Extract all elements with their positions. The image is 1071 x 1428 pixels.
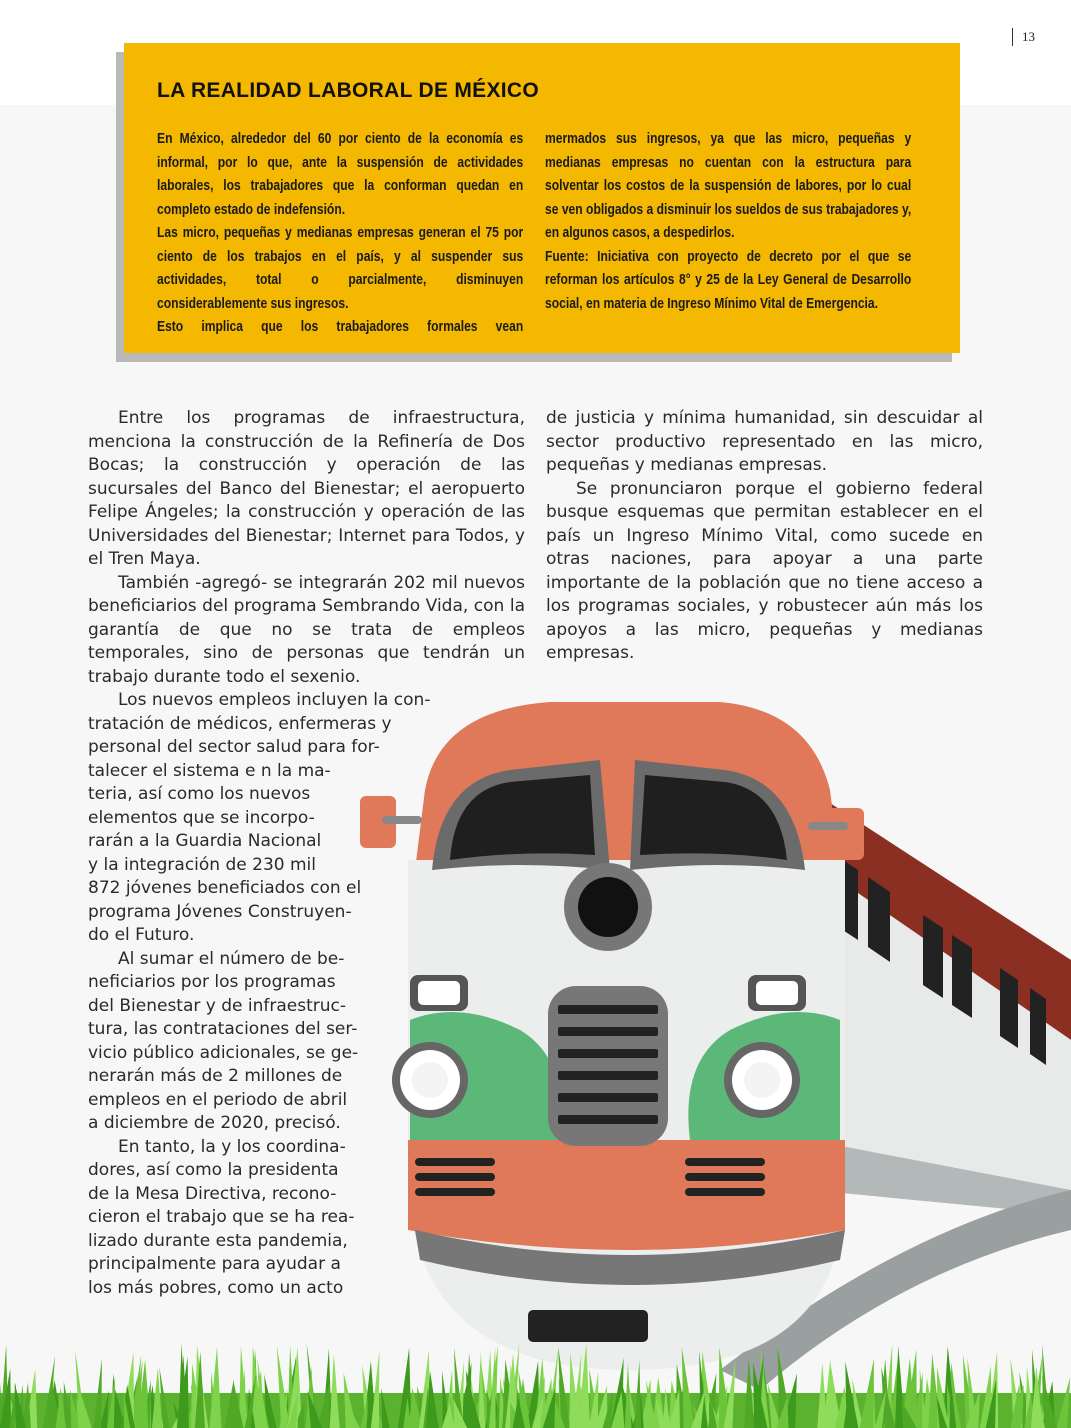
grass-blade	[744, 1357, 754, 1428]
article-line: los más pobres, como un acto	[88, 1277, 344, 1298]
article-line: a diciembre de 2020, precisó.	[88, 1113, 341, 1133]
sidebar-paragraph: Esto implica que los trabajadores formales vean	[157, 319, 524, 335]
article-line: talecer el sistema e n la ma-	[88, 760, 331, 781]
article-line: teria, así como los nuevos	[88, 784, 311, 804]
article-paragraph: de justicia y mínima humanidad, sin descuidar al sector productivo representado en las micro, pequeñas y medianas empresas.	[546, 408, 983, 475]
article-line: programa Jóvenes Construyen-	[88, 901, 352, 922]
article-line: vicio público adicionales, se ge-	[88, 1042, 359, 1063]
train-illustration	[340, 670, 1071, 1428]
train-top-headlight-lens	[578, 877, 638, 937]
article-line: neficiarios por los programas	[88, 972, 336, 992]
article-line: cieron el trabajo que se ha rea-	[88, 1207, 355, 1227]
article-line: En tanto, la y los coordina-	[118, 1136, 346, 1157]
sidebar-paragraph: Las micro, pequeñas y medianas empresas generan el 75 por ciento de los trabajos en el país, y al suspender sus actividades, total o parcialmente, disminuyen considerablemente sus ingresos.	[157, 225, 524, 312]
train-vents-left	[415, 1158, 495, 1196]
article-line: dores, así como la presidenta	[88, 1160, 339, 1180]
article-line: empleos en el periodo de abril	[88, 1089, 348, 1110]
article-line: Al sumar el número de be-	[118, 948, 345, 969]
article-line: tura, las contrataciones del ser-	[88, 1019, 358, 1039]
train-mirror-left-arm	[382, 816, 422, 824]
sidebar-box-title: LA REALIDAD LABORAL DE MÉXICO	[157, 79, 540, 102]
sidebar-paragraph: mermados sus ingresos, ya que las micro, pequeñas y medianas empresas no cuentan con la estructura para solventar los costos de la suspensión de labores, por lo cual se ven obligados a disminuir los sueldos de sus trabajadores y, en algunos casos, a despedirlos.	[545, 131, 912, 241]
article-line: del Bienestar y de infraestruc-	[88, 995, 347, 1016]
article-paragraph: Entre los programas de infraestructura, menciona la construcción de la Refinería de Dos Bocas; la construcción y operación de las sucursales del Banco del Bienestar; el aeropuerto Felipe Ángeles; la construcción y operación de las Universidades del Bienestar; Internet para Todos, y el Tren Maya.	[88, 408, 525, 569]
sidebar-box-column-right	[545, 128, 912, 316]
page-number: 13	[1012, 28, 1035, 46]
article-line: 872 jóvenes beneficiados con el	[88, 878, 362, 898]
article-line: do el Futuro.	[88, 925, 195, 945]
sidebar-paragraph: En México, alrededor del 60 por ciento de la economía es informal, por lo que, ante la suspensión de actividades laborales, los trabajadores que la conforman quedan en completo estado de indefensión.	[157, 131, 524, 218]
article-line: Los nuevos empleos incluyen la con-	[118, 690, 431, 710]
article-line: tratación de médicos, enfermeras y	[88, 713, 392, 734]
article-line: principalmente para ayudar a	[88, 1254, 341, 1274]
article-line: nerarán más de 2 millones de	[88, 1066, 343, 1086]
sidebar-box	[124, 43, 960, 353]
article-paragraph: También -agregó- se integrarán 202 mil nuevos beneficiarios del programa Sembrando Vida, con la garantía de que no se trata de empleos temporales, sino de personas que tendrán un trabajo durante todo el sexenio.	[88, 572, 525, 687]
train-mirror-right-arm	[808, 822, 848, 830]
article-line: personal del sector salud para for-	[88, 737, 380, 757]
article-paragraph: Se pronunciaron porque el gobierno federal busque esquemas que permitan establecer en el país un Ingreso Mínimo Vital, como sucede en otras naciones, para apoyar a una parte importante de la población que no tiene acceso a los programas sociales, y robustecer aún más los apoyos a las micro, pequeñas y medianas empresas.	[546, 478, 983, 663]
article-line: rarán a la Guardia Nacional	[88, 831, 322, 851]
article-line: y la integración de 230 mil	[88, 854, 316, 875]
article-line: de la Mesa Directiva, recono-	[88, 1183, 337, 1204]
train-vents-right	[685, 1158, 765, 1196]
train-mirror-right	[828, 808, 864, 860]
sidebar-box-column-left	[157, 128, 524, 340]
article-line: lizado durante esta pandemia,	[88, 1230, 348, 1251]
article-column-right	[546, 407, 983, 666]
article-line: elementos que se incorpo-	[88, 807, 315, 828]
grass-blade	[330, 1354, 340, 1428]
sidebar-source: Fuente: Iniciativa con proyecto de decreto por el que se reforman los artículos 8° y 25 de la Ley General de Desarrollo social, en materia de Ingreso Mínimo Vital de Emergencia.	[545, 248, 912, 312]
grass-footer	[0, 1338, 1071, 1428]
